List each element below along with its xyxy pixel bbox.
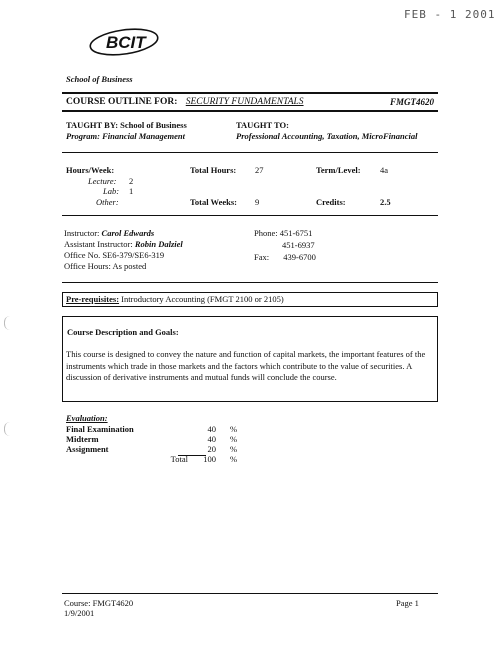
office-hours: Office Hours: As posted bbox=[64, 261, 147, 271]
evaluation-item: Assignment bbox=[66, 444, 109, 454]
section-rule-1 bbox=[62, 152, 438, 153]
phone-2: 451-6937 bbox=[282, 240, 315, 250]
footer-page: Page 1 bbox=[396, 598, 419, 608]
evaluation-unit: % bbox=[230, 424, 238, 434]
description-heading: Course Description and Goals: bbox=[67, 327, 179, 337]
instructor-name: Carol Edwards bbox=[101, 228, 155, 238]
program: Program: Financial Management bbox=[66, 131, 186, 141]
evaluation-row bbox=[66, 424, 237, 434]
phone-1: 451-6751 bbox=[279, 228, 313, 238]
top-rule bbox=[62, 92, 438, 94]
credits-value: 2.5 bbox=[380, 197, 391, 207]
fax-label: Fax: bbox=[254, 252, 270, 262]
evaluation-unit: % bbox=[230, 444, 238, 454]
credits-label: Credits: bbox=[316, 197, 346, 207]
evaluation-row bbox=[66, 444, 237, 454]
evaluation-value: 40 bbox=[207, 434, 216, 444]
term-level-value: 4a bbox=[380, 165, 389, 175]
section-rule-3 bbox=[62, 282, 438, 283]
total-hours-label: Total Hours: bbox=[190, 165, 237, 175]
lab-label: Lab: bbox=[103, 186, 120, 196]
evaluation-value: 40 bbox=[207, 424, 216, 434]
outline-label: COURSE OUTLINE FOR: bbox=[66, 97, 178, 107]
course-code: FMGT4620 bbox=[390, 97, 435, 107]
evaluation-total-label: Total bbox=[170, 454, 188, 464]
instructor-label: Instructor: bbox=[64, 228, 100, 238]
prerequisites-label: Pre-requisites: bbox=[66, 294, 120, 304]
hours-week-label: Hours/Week: bbox=[66, 165, 115, 175]
bcit-logo bbox=[86, 24, 166, 58]
title-rule bbox=[62, 110, 438, 112]
instructor-line bbox=[64, 228, 154, 238]
total-weeks-value: 9 bbox=[255, 197, 260, 207]
phone-line bbox=[254, 228, 312, 238]
evaluation-unit: % bbox=[230, 434, 238, 444]
description-body: This course is designed to convey the nature and function of capital markets, the important features of the instruments which trade in those markets and the factors which contribute to the value of securities. A discussion of derivative instruments and mutual funds will conclude the course. bbox=[66, 349, 426, 382]
description-body-wrap bbox=[66, 349, 434, 384]
evaluation-total-value: 100 bbox=[203, 454, 216, 464]
taught-to-label: TAUGHT TO: bbox=[236, 120, 289, 130]
evaluation-item: Final Examination bbox=[66, 424, 134, 434]
evaluation-item: Midterm bbox=[66, 434, 99, 444]
total-hours-value: 27 bbox=[255, 165, 264, 175]
scan-mark bbox=[4, 422, 11, 436]
prerequisites-box bbox=[62, 292, 438, 307]
evaluation-value: 20 bbox=[207, 444, 216, 454]
office-number: Office No. SE6-379/SE6-319 bbox=[64, 250, 165, 260]
evaluation-table bbox=[66, 424, 237, 464]
evaluation-total-row bbox=[66, 454, 237, 464]
fax-number: 439-6700 bbox=[283, 252, 316, 262]
assistant-label: Assistant Instructor: bbox=[64, 239, 133, 249]
taught-to-value: Professional Accounting, Taxation, MicroFinancial bbox=[236, 131, 418, 141]
assistant-line bbox=[64, 239, 183, 249]
evaluation-total-unit: % bbox=[230, 454, 238, 464]
scan-mark bbox=[4, 316, 11, 330]
footer-date: 1/9/2001 bbox=[64, 608, 95, 618]
total-underline bbox=[178, 455, 206, 456]
evaluation-heading: Evaluation: bbox=[66, 413, 108, 423]
section-rule-2 bbox=[62, 215, 438, 216]
course-description-box bbox=[62, 316, 438, 402]
course-title: SECURITY FUNDAMENTALS bbox=[185, 97, 304, 107]
course-outline-heading bbox=[66, 97, 304, 107]
total-weeks-label: Total Weeks: bbox=[190, 197, 237, 207]
footer-course: Course: FMGT4620 bbox=[64, 598, 134, 608]
phone-label: Phone: bbox=[254, 228, 278, 238]
prerequisites-line bbox=[66, 294, 284, 304]
lecture-label: Lecture: bbox=[88, 176, 117, 186]
lecture-value: 2 bbox=[129, 176, 134, 186]
school-name: School of Business bbox=[66, 74, 133, 84]
term-level-label: Term/Level: bbox=[316, 165, 361, 175]
taught-by: TAUGHT BY: School of Business bbox=[66, 120, 187, 130]
date-stamp: FEB - 1 2001 bbox=[404, 8, 496, 21]
assistant-name: Robin Dalziel bbox=[134, 239, 183, 249]
svg-text:BCIT: BCIT bbox=[106, 33, 146, 52]
footer-rule bbox=[62, 593, 438, 594]
prerequisites-value: Introductory Accounting (FMGT 2100 or 2105) bbox=[121, 294, 284, 304]
fax-line bbox=[254, 252, 316, 262]
other-label: Other: bbox=[96, 197, 119, 207]
lab-value: 1 bbox=[129, 186, 134, 196]
evaluation-row bbox=[66, 434, 237, 444]
